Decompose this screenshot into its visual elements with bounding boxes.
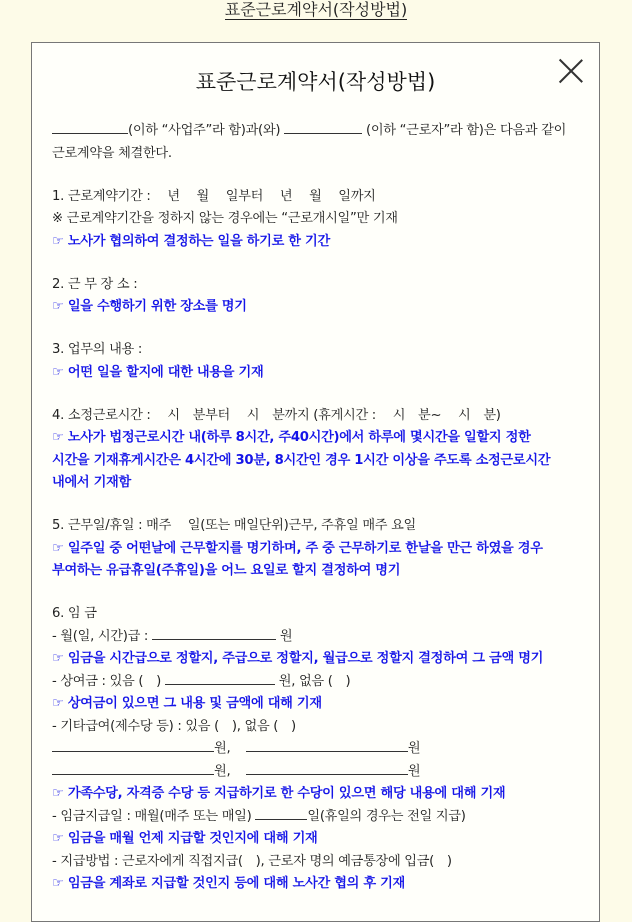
wage-guide: ☞ 임금을 시간급으로 정할지, 주급으로 정할지, 월급으로 정할지 결정하여 그 금액 명기 — [52, 651, 544, 666]
section-2-title: 2. 근 무 장 소 : — [52, 276, 138, 292]
section-3-title: 3. 업무의 내용 : — [52, 342, 142, 357]
section-3-guide: ☞ 어떤 일을 할지에 대한 내용을 기재 — [52, 364, 264, 380]
payment-method-guide: ☞ 임금을 계좌로 지급할 것인지 등에 대해 노사간 협의 후 기재 — [52, 876, 405, 891]
other-pay-guide: ☞ 가족수당, 자격증 수당 등 지급하기로 한 수당이 있으면 해당 내용에 대해 기재 — [52, 786, 506, 801]
page-title: 표준근로계약서(작성방법) — [224, 0, 408, 19]
section-4-guide: ☞ 노사가 법정근로시간 내(하루 8시간, 주40시간)에서 하루에 몇시간을 일할지 정한 — [52, 430, 531, 445]
section-1-title: 1. 근로계약기간 : 년 월 일부터 년 월 일까지 — [52, 188, 376, 204]
other-pay-line: - 기타급여(제수당 등) : 있음 ( ), 없음 ( ) — [52, 718, 296, 734]
payday-guide: ☞ 임금을 매월 언제 지급할 것인지에 대해 기재 — [52, 831, 318, 846]
guide-modal — [31, 42, 600, 922]
section-1-note: ※ 근로계약기간을 정하지 않는 경우에는 “근로개시일”만 기재 — [52, 211, 398, 226]
section-4-title: 4. 소정근로시간 : 시 분부터 시 분까지 (휴게시간 : 시 분~ 시 분) — [52, 407, 501, 423]
wage-line: - 월(일, 시간)급 : 원 — [52, 626, 592, 649]
section-2-guide: ☞ 일을 수행하기 위한 장소를 명기 — [52, 299, 247, 314]
bonus-line: - 상여금 : 있음 ( ) 원, 없음 ( ) — [52, 671, 592, 694]
payment-method-line: - 지급방법 : 근로자에게 직접지급( ), 근로자 명의 예금통장에 입금( ) — [52, 853, 452, 869]
intro-line: (이하 “사업주”라 함)과(와) (이하 “근로자”라 함)은 다음과 같이 — [52, 120, 592, 143]
bonus-guide: ☞ 상여금이 있으면 그 내용 및 금액에 대해 기재 — [52, 696, 322, 711]
section-4-guide: 시간을 기재휴게시간은 4시간에 30분, 8시간인 경우 1시간 이상을 주도록 소정근로시간 — [52, 452, 551, 468]
section-4-guide: 내에서 기재함 — [52, 475, 131, 490]
section-5-guide: 부여하는 유급휴일(주휴일)을 어느 요일로 할지 결정하여 명기 — [52, 563, 401, 578]
modal-title: 표준근로계약서(작성방법) — [195, 70, 436, 94]
contract-body — [52, 120, 592, 896]
section-6-title: 6. 임 금 — [52, 606, 97, 621]
section-1-guide: ☞ 노사가 협의하여 결정하는 일을 하기로 한 기간 — [52, 233, 330, 249]
section-5-title: 5. 근무일/휴일 : 매주 일(또는 매일단위)근무, 주휴일 매주 요일 — [52, 518, 416, 533]
other-pay-blanks: 원, 원 — [52, 761, 592, 784]
intro-line-2: 근로계약을 체결한다. — [52, 145, 172, 161]
payday-line: - 임금지급일 : 매월(매주 또는 매일) 일(휴일의 경우는 전일 지급) — [52, 806, 592, 829]
section-5-guide: ☞ 일주일 중 어떤날에 근무할지를 명기하며, 주 중 근무하기로 한날을 만근 하였을 경우 — [52, 540, 543, 556]
other-pay-blanks: 원, 원 — [52, 738, 592, 761]
